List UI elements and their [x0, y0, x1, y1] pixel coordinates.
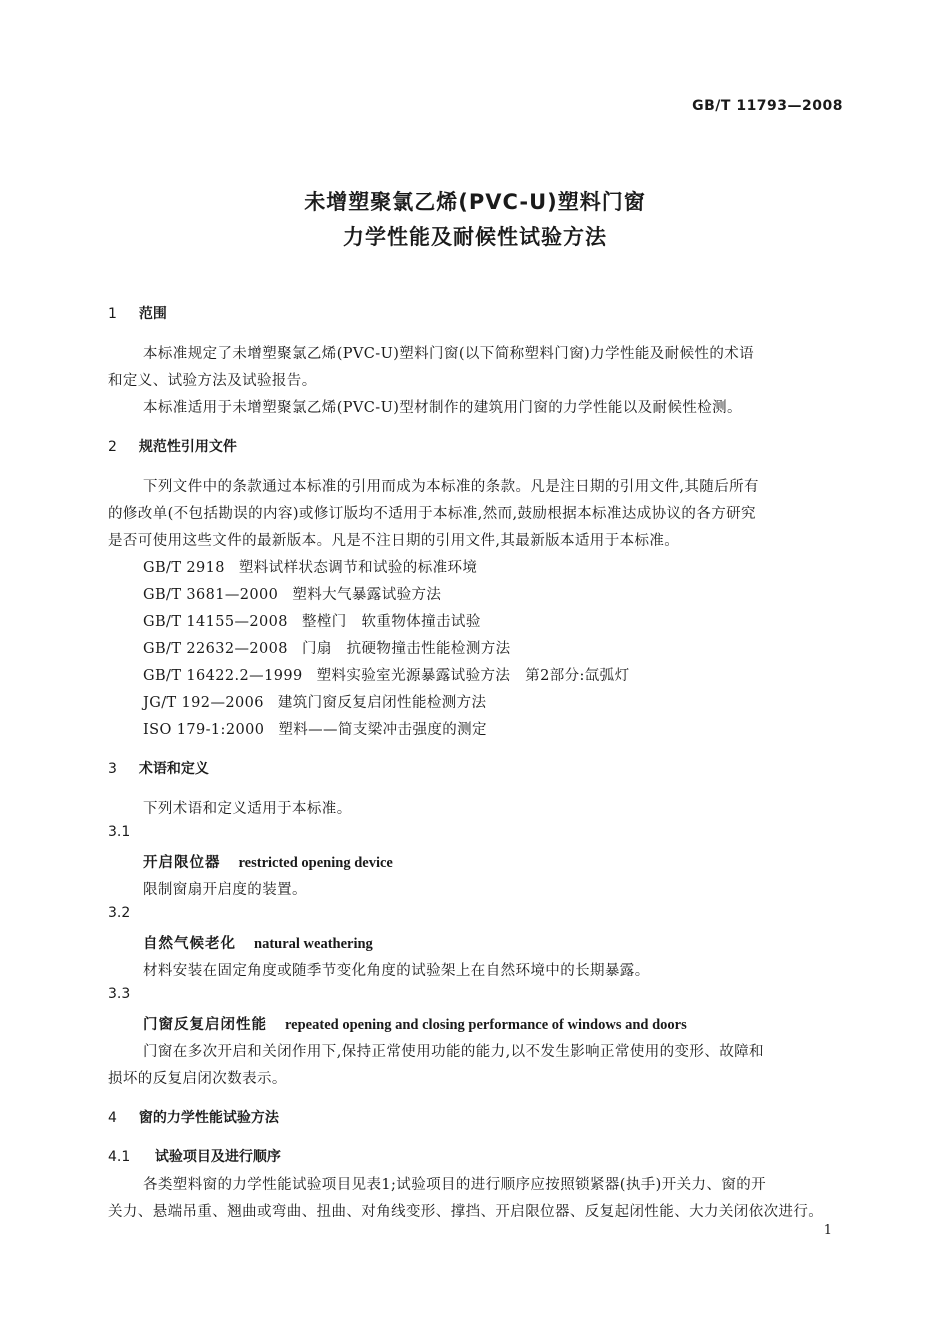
reference-title: 门扇 抗硬物撞击性能检测方法	[301, 641, 511, 657]
term-definition: 限制窗扇开启度的装置。	[143, 882, 307, 898]
page-number: 1	[823, 1223, 832, 1238]
paragraph-line: 本标准适用于未增塑聚氯乙烯(PVC-U)型材制作的建筑用门窗的力学性能以及耐候性检测。	[143, 400, 742, 416]
reference-code: GB/T 14155—2008	[143, 614, 288, 630]
subsection-number: 4.1	[108, 1149, 131, 1165]
reference-title: 塑料实验室光源暴露试验方法 第2部分:氙弧灯	[316, 668, 630, 684]
reference-code: GB/T 2918	[143, 560, 225, 576]
reference-code: GB/T 16422.2—1999	[143, 668, 303, 684]
term-chinese: 开启限位器	[143, 855, 221, 871]
section-1-heading	[108, 303, 167, 323]
subsection-title: 试验项目及进行顺序	[154, 1149, 281, 1165]
reference-code: GB/T 3681—2000	[143, 587, 279, 603]
reference-title: 塑料——简支梁冲击强度的测定	[278, 722, 487, 738]
paragraph-line: 下列术语和定义适用于本标准。	[143, 801, 352, 817]
paragraph-line: 的修改单(不包括勘误的内容)或修订版均不适用于本标准,然而,鼓励根据本标准达成协议的各方研究	[108, 506, 756, 522]
term-definition: 门窗在多次开启和关闭作用下,保持正常使用功能的能力,以不发生影响正常使用的变形、故障和	[143, 1044, 764, 1060]
reference-item	[143, 664, 630, 685]
term-entry	[143, 851, 393, 872]
reference-title: 建筑门窗反复启闭性能检测方法	[277, 695, 487, 711]
section-number: 1	[108, 306, 117, 322]
document-title-line2: 力学性能及耐候性试验方法	[343, 225, 607, 249]
section-number: 2	[108, 439, 117, 455]
reference-item	[143, 637, 511, 658]
clause-number: 3.3	[108, 986, 131, 1002]
term-definition: 损坏的反复启闭次数表示。	[108, 1071, 287, 1087]
reference-title: 整樘门 软重物体撞击试验	[301, 614, 481, 630]
clause-number: 3.2	[108, 905, 131, 921]
term-english: natural weathering	[254, 936, 373, 952]
term-chinese: 自然气候老化	[143, 936, 236, 952]
reference-item	[143, 583, 441, 604]
reference-item	[143, 610, 481, 631]
standard-code: GB/T 11793—2008	[692, 98, 843, 114]
section-4-heading	[108, 1107, 279, 1127]
section-3-heading	[108, 758, 209, 778]
paragraph-line: 是否可使用这些文件的最新版本。凡是不注日期的引用文件,其最新版本适用于本标准。	[108, 533, 680, 549]
paragraph-line: 下列文件中的条款通过本标准的引用而成为本标准的条款。凡是注日期的引用文件,其随后所有	[143, 479, 759, 495]
reference-item	[143, 691, 486, 712]
term-english: restricted opening device	[238, 855, 393, 871]
term-chinese: 门窗反复启闭性能	[143, 1017, 267, 1033]
reference-code: JG/T 192—2006	[143, 695, 264, 711]
section-number: 3	[108, 761, 117, 777]
reference-title: 塑料大气暴露试验方法	[292, 587, 442, 603]
reference-item	[143, 718, 487, 739]
paragraph-line: 和定义、试验方法及试验报告。	[108, 373, 317, 389]
section-title: 窗的力学性能试验方法	[138, 1110, 279, 1126]
term-entry	[143, 932, 373, 953]
reference-code: GB/T 22632—2008	[143, 641, 288, 657]
clause-number: 3.1	[108, 824, 131, 840]
paragraph-line: 各类塑料窗的力学性能试验项目见表1;试验项目的进行顺序应按照锁紧器(执手)开关力、窗的开	[143, 1177, 767, 1193]
section-title: 规范性引用文件	[138, 439, 237, 455]
paragraph-line: 本标准规定了未增塑聚氯乙烯(PVC-U)塑料门窗(以下简称塑料门窗)力学性能及耐候性的术语	[143, 346, 755, 362]
term-english: repeated opening and closing performance of windows and doors	[285, 1017, 687, 1033]
section-2-heading	[108, 436, 237, 456]
section-number: 4	[108, 1110, 117, 1126]
document-title-line1: 未增塑聚氯乙烯(PVC-U)塑料门窗	[304, 190, 646, 214]
reference-item	[143, 556, 477, 577]
paragraph-line: 关力、悬端吊重、翘曲或弯曲、扭曲、对角线变形、撑挡、开启限位器、反复起闭性能、大力关闭依次进行。	[108, 1204, 824, 1220]
section-title: 范围	[138, 306, 167, 322]
term-entry	[143, 1013, 687, 1034]
reference-code: ISO 179-1:2000	[143, 722, 265, 738]
reference-title: 塑料试样状态调节和试验的标准环境	[238, 560, 478, 576]
section-title: 术语和定义	[138, 761, 209, 777]
term-definition: 材料安装在固定角度或随季节变化角度的试验架上在自然环境中的长期暴露。	[143, 963, 650, 979]
subsection-4-1-heading	[108, 1146, 281, 1166]
